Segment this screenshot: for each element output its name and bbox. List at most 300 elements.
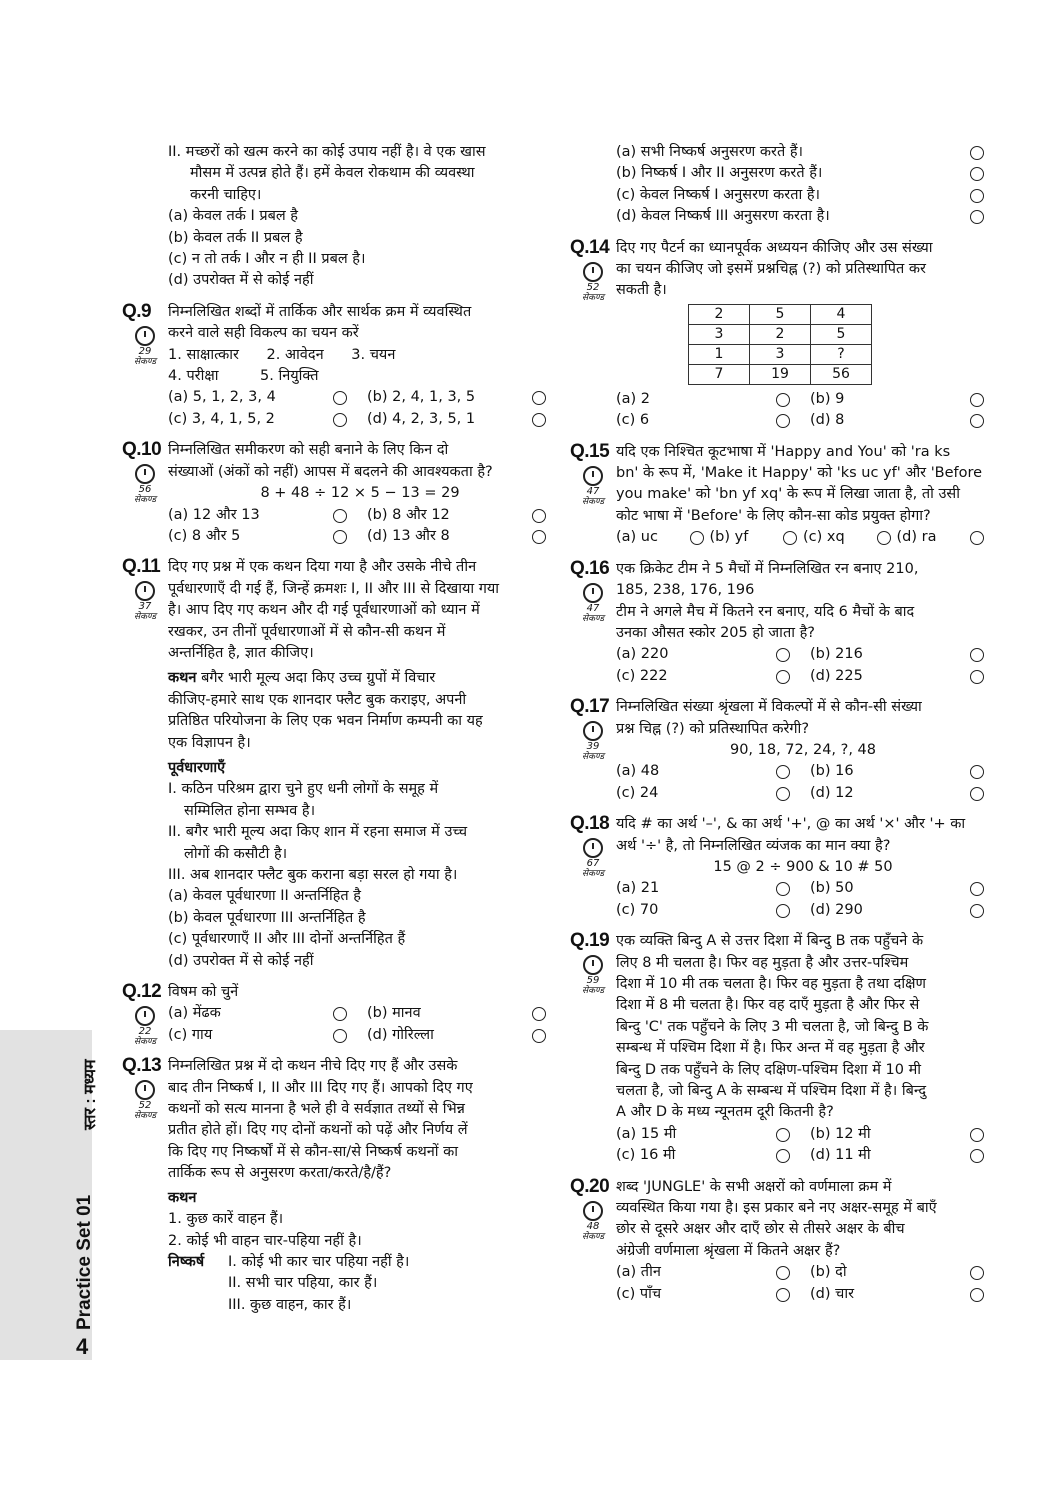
- timer: [134, 1080, 156, 1121]
- radio-circle[interactable]: [532, 391, 546, 405]
- radio-circle[interactable]: [532, 1029, 546, 1043]
- option-label: (d) 13 और 8: [367, 527, 450, 544]
- conclusion: I. कोई भी कार चार पहिया नहीं है।: [228, 1253, 410, 1270]
- option[interactable]: [810, 783, 990, 804]
- timer-seconds: 22: [138, 1026, 152, 1038]
- option-label: (a) 15 मी: [616, 1125, 677, 1142]
- radio-circle[interactable]: [333, 530, 347, 544]
- option-label: (c) पाँच: [616, 1285, 662, 1302]
- option[interactable]: (c) पूर्वधारणाएँ II और III दोनों अन्तर्निहित हैं: [168, 931, 406, 948]
- option[interactable]: [616, 900, 796, 921]
- timer-label: सेकण्ड: [582, 1231, 605, 1242]
- question-9: [122, 302, 552, 430]
- option-label: (a) 21: [616, 880, 660, 897]
- options: [616, 527, 990, 548]
- radio-circle[interactable]: [970, 765, 984, 779]
- option[interactable]: [803, 527, 897, 548]
- question-16: [570, 559, 990, 687]
- options: [168, 387, 552, 430]
- statement-text: एक विज्ञापन है।: [168, 734, 251, 751]
- radio-circle[interactable]: [333, 391, 347, 405]
- option-label: (a) 12 और 13: [168, 506, 260, 523]
- statement-text: बगैर भारी मूल्य अदा किए उच्च ग्रुपों में विचार: [201, 670, 436, 687]
- option-label: (a) 2: [616, 390, 651, 407]
- question-text: A और D के मध्य न्यूनतम दूरी कितनी है?: [616, 1104, 834, 1121]
- question-14: [570, 238, 990, 432]
- option-label: (b) 216: [810, 646, 863, 663]
- question-text: सकती है।: [616, 282, 667, 299]
- assumption: सम्मिलित होना सम्भव है।: [184, 802, 316, 819]
- question-number: Q.20: [570, 1175, 610, 1197]
- question-text: निम्नलिखित संख्या श्रृंखला में विकल्पों में से कौन-सी संख्या: [616, 699, 922, 716]
- statement: 2. कोई भी वाहन चार-पहिया नहीं है।: [168, 1232, 362, 1249]
- option[interactable]: [367, 1025, 552, 1046]
- radio-circle[interactable]: [776, 648, 790, 662]
- option[interactable]: [367, 526, 552, 547]
- clock-icon: [583, 262, 603, 282]
- radio-circle[interactable]: [333, 509, 347, 523]
- radio-circle[interactable]: [776, 414, 790, 428]
- question-text: विषम को चुनें: [168, 984, 239, 1001]
- option[interactable]: [616, 410, 796, 431]
- option[interactable]: [810, 644, 990, 665]
- option-label: (c) 8 और 5: [168, 527, 241, 544]
- option[interactable]: [710, 527, 804, 548]
- radio-circle[interactable]: [970, 531, 984, 545]
- option-label: (d) गोरिल्ला: [367, 1026, 434, 1043]
- clock-icon: [135, 1080, 155, 1100]
- timer-label: सेकण्ड: [134, 1111, 157, 1122]
- statement-text: कीजिए-हमारे साथ एक शानदार फ्लैट बुक कराइए, अपनी: [168, 691, 467, 708]
- option[interactable]: [616, 878, 796, 899]
- option[interactable]: [616, 644, 796, 665]
- timer: [134, 326, 156, 367]
- question-18: [570, 814, 990, 921]
- option[interactable]: [168, 1003, 353, 1024]
- radio-circle[interactable]: [690, 531, 704, 545]
- option-label: (a) uc: [616, 529, 658, 546]
- option[interactable]: [810, 410, 990, 431]
- radio-circle[interactable]: [333, 413, 347, 427]
- question-text: अन्तर्निहित है, ज्ञात कीजिए।: [168, 644, 314, 661]
- question-text: करने वाले सही विकल्प का चयन करें: [168, 325, 359, 342]
- question-text: दिए गए पैटर्न का ध्यानपूर्वक अध्ययन कीजिए और उस संख्या: [616, 239, 933, 256]
- radio-circle[interactable]: [532, 530, 546, 544]
- left-column: [122, 142, 552, 1316]
- question-text: bn' के रूप में, 'Make it Happy' को 'ks uc yf' और 'Before: [616, 465, 983, 482]
- item: 2. आवेदन: [266, 346, 324, 363]
- radio-circle[interactable]: [532, 1007, 546, 1021]
- option[interactable]: [168, 409, 353, 430]
- clock-icon: [583, 955, 603, 975]
- question-number: Q.9: [122, 300, 152, 322]
- table-cell: 5: [750, 304, 811, 324]
- question-text: यदि एक निश्चित कूटभाषा में 'Happy and You' को 'ra ks: [616, 443, 951, 460]
- options: [616, 389, 990, 432]
- practice-set-label: Practice Set 01: [74, 1194, 95, 1330]
- clock-icon: [583, 583, 603, 603]
- question-text: टीम ने अगले मैच में कितने रन बनाए, यदि 6 मैचों के बाद: [616, 603, 915, 620]
- radio-circle[interactable]: [776, 787, 790, 801]
- question-text: एक क्रिकेट टीम ने 5 मैचों में निम्नलिखित रन बनाए 210,: [616, 560, 919, 577]
- question-text: संख्याओं (अंकों को नहीं) आपस में बदलने की आवश्यकता है?: [168, 463, 493, 480]
- question-text: लिए 8 मी चलता है। फिर वह मुड़ता है और उत्तर-पश्चिम: [616, 954, 909, 971]
- assumption: I. कठिन परिश्रम द्वारा चुने हुए धनी लोगों के समूह में: [168, 781, 439, 798]
- timer-label: सेकण्ड: [582, 869, 605, 880]
- question-text: कथनों को सत्य मानना है भले ही वे सर्वज्ञात तथ्यों से भिन्न: [168, 1101, 465, 1118]
- table-cell: 2: [750, 324, 811, 344]
- option[interactable]: [168, 526, 353, 547]
- radio-circle[interactable]: [970, 787, 984, 801]
- conclusion: II. सभी चार पहिया, कार हैं।: [228, 1275, 378, 1292]
- q8-arg2-line: मौसम में उत्पन्न होते हैं। हमें केवल रोकथाम की व्यवस्था: [190, 165, 475, 182]
- radio-circle[interactable]: [776, 765, 790, 779]
- option[interactable]: [168, 505, 353, 526]
- options: [616, 878, 990, 921]
- timer: [134, 1006, 156, 1047]
- option-label: (c) 70: [616, 901, 659, 918]
- timer: [582, 838, 604, 879]
- option-label: (d) 8: [810, 412, 845, 429]
- assumption: II. बगैर भारी मूल्य अदा किए शान में रहना समाज में उच्च: [168, 824, 468, 841]
- question-text: दिशा में 10 मी तक चलता है। फिर वह मुड़ता है तथा दक्षिण: [616, 976, 926, 992]
- option[interactable]: [616, 666, 796, 687]
- option[interactable]: [367, 505, 552, 526]
- question-text: सम्बन्ध में पश्चिम दिशा में है। फिर अन्त में वह मुड़ता है और: [616, 1040, 925, 1057]
- option[interactable]: [810, 878, 990, 899]
- question-number: Q.17: [570, 696, 610, 718]
- timer: [134, 581, 156, 622]
- timer-seconds: 67: [586, 858, 600, 870]
- radio-circle[interactable]: [333, 1007, 347, 1021]
- question-number: Q.18: [570, 813, 610, 835]
- radio-circle[interactable]: [970, 1128, 984, 1142]
- radio-circle[interactable]: [532, 413, 546, 427]
- option[interactable]: [616, 163, 990, 184]
- radio-circle[interactable]: [970, 1266, 984, 1280]
- question-text: बिन्दु D तक पहुँचने के लिए दक्षिण-पश्चिम दिशा में 10 मी: [616, 1061, 922, 1078]
- option-label: (a) मेंढक: [168, 1005, 221, 1022]
- option[interactable]: (a) केवल पूर्वधारणा II अन्तर्निहित है: [168, 888, 361, 905]
- table-cell: 56: [811, 364, 872, 384]
- radio-circle[interactable]: [970, 670, 984, 684]
- question-20: [570, 1177, 990, 1305]
- radio-circle[interactable]: [970, 882, 984, 896]
- option-label: (c) 24: [616, 784, 659, 801]
- question-text: निम्नलिखित समीकरण को सही बनाने के लिए किन दो: [168, 442, 449, 459]
- question-text: दिए गए प्रश्न में एक कथन दिया गया है और उसके नीचे तीन: [168, 559, 477, 576]
- option[interactable]: (d) उपरोक्त में से कोई नहीं: [168, 952, 314, 969]
- option-label: (c) 6: [616, 412, 650, 429]
- question-text: बाद तीन निष्कर्ष I, II और III दिए गए हैं। आपको दिए गए: [168, 1079, 473, 1096]
- option-label: (b) 9: [810, 390, 845, 407]
- option[interactable]: [810, 761, 990, 782]
- timer-seconds: 37: [138, 601, 152, 613]
- question-text: यदि # का अर्थ '–', & का अर्थ '+', @ का अर्थ '×' और '+ का: [616, 816, 966, 833]
- question-text: बिन्दु 'C' तक पहुँचने के लिए 3 मी चलता है, जो बिन्दु B के: [616, 1018, 929, 1035]
- question-text: अंग्रेजी वर्णमाला श्रृंखला में कितने अक्षर हैं?: [616, 1242, 841, 1259]
- question-text: कोट भाषा में 'Before' के लिए कौन-सा कोड प्रयुक्त होगा?: [616, 507, 931, 524]
- timer-seconds: 52: [138, 1100, 152, 1112]
- table-cell: 1: [689, 344, 750, 364]
- option-label: (b) 12 मी: [810, 1125, 871, 1142]
- question-13: [122, 1056, 552, 1316]
- option[interactable]: [616, 1284, 796, 1305]
- option[interactable]: [616, 1124, 796, 1145]
- question-11: [122, 557, 552, 972]
- radio-circle[interactable]: [877, 531, 891, 545]
- radio-circle[interactable]: [532, 509, 546, 523]
- option[interactable]: [810, 900, 990, 921]
- option[interactable]: [367, 409, 552, 430]
- question-15: [570, 442, 990, 549]
- question-number: Q.13: [122, 1055, 162, 1077]
- item-row: [168, 345, 552, 366]
- radio-circle[interactable]: [783, 531, 797, 545]
- option-label: (c) 16 मी: [616, 1147, 676, 1164]
- clock-icon: [583, 1201, 603, 1221]
- radio-circle[interactable]: [970, 648, 984, 662]
- item-row: [168, 366, 552, 387]
- options: [168, 1003, 552, 1046]
- radio-circle[interactable]: [776, 393, 790, 407]
- timer-seconds: 39: [586, 741, 600, 753]
- option-label: (c) xq: [803, 529, 845, 546]
- option-label: (d) 11 मी: [810, 1147, 871, 1164]
- option[interactable]: [897, 527, 991, 548]
- question-text: पूर्वधारणाएँ दी गई हैं, जिन्हें क्रमशः I, II और III से दिखाया गया: [168, 580, 500, 597]
- timer-label: सेकण्ड: [582, 613, 605, 624]
- page-number: 4: [76, 1334, 89, 1359]
- option-label: (d) चार: [810, 1285, 855, 1302]
- options: [616, 644, 990, 687]
- option[interactable]: [616, 185, 990, 206]
- q8-arg2-line: करनी चाहिए।: [190, 186, 262, 203]
- question-text: प्रतीत होते हों। दिए गए दोनों कथनों को पढ़ें और निर्णय लें: [168, 1122, 468, 1139]
- question-text: रखकर, उन तीनों पूर्वधारणाओं में से कौन-सी कथन में: [168, 623, 446, 640]
- option[interactable]: (b) केवल तर्क II प्रबल है: [168, 229, 303, 246]
- clock-icon: [135, 464, 155, 484]
- option[interactable]: [616, 527, 710, 548]
- option-label: (b) दो: [810, 1264, 847, 1281]
- timer-label: सेकण्ड: [582, 752, 605, 763]
- option[interactable]: [810, 666, 990, 687]
- question-text: एक व्यक्ति बिन्दु A से उत्तर दिशा में बिन्दु B तक पहुँचने के: [616, 933, 924, 950]
- radio-circle[interactable]: [776, 882, 790, 896]
- question-text: शब्द 'JUNGLE' के सभी अक्षरों को वर्णमाला क्रम में: [616, 1178, 892, 1195]
- conclusion: III. कुछ वाहन, कार हैं।: [228, 1296, 352, 1313]
- option[interactable]: [168, 387, 353, 408]
- question-text: दिशा में 8 मी चलता है। फिर वह दाएँ मुड़ता है और फिर से: [616, 997, 920, 1014]
- option-label: (b) yf: [709, 529, 749, 546]
- option[interactable]: [810, 1124, 990, 1145]
- radio-circle[interactable]: [776, 670, 790, 684]
- q8-arg2-line: II. मच्छरों को खत्म करने का कोई उपाय नहीं है। वे एक खास: [168, 144, 486, 160]
- timer-label: सेकण्ड: [582, 496, 605, 507]
- timer-label: सेकण्ड: [134, 356, 157, 367]
- timer: [582, 955, 604, 996]
- question-text: 185, 238, 176, 196: [616, 582, 755, 599]
- question-number: Q.19: [570, 930, 610, 952]
- equation: 8 + 48 ÷ 12 × 5 − 13 = 29: [260, 485, 460, 502]
- question-number: Q.15: [570, 440, 610, 462]
- right-column: [570, 142, 990, 1305]
- option[interactable]: (b) केवल पूर्वधारणा III अन्तर्निहित है: [168, 909, 366, 926]
- option-label: (a) तीन: [616, 1264, 661, 1281]
- timer-seconds: 59: [586, 975, 600, 987]
- question-text: निम्नलिखित प्रश्न में दो कथन नीचे दिए गए हैं और उसके: [168, 1058, 458, 1075]
- conclusions-label: निष्कर्ष: [168, 1253, 205, 1270]
- question-number: Q.12: [122, 981, 162, 1003]
- option-label: (a) 48: [616, 763, 660, 780]
- options: [616, 1124, 990, 1167]
- question-number: Q.10: [122, 439, 162, 461]
- timer-seconds: 52: [586, 281, 600, 293]
- question-number: Q.14: [570, 236, 610, 258]
- option[interactable]: (a) केवल तर्क I प्रबल है: [168, 208, 299, 225]
- option-label: (b) 50: [810, 880, 854, 897]
- table-cell: 7: [689, 364, 750, 384]
- option-label: (b) मानव: [367, 1005, 421, 1022]
- question-text: चलता है, जो बिन्दु A के सम्बन्ध में पश्चिम दिशा में है। बिन्दु: [616, 1083, 927, 1100]
- option-label: (d) 225: [810, 667, 863, 684]
- option[interactable]: [616, 1145, 796, 1166]
- timer: [582, 583, 604, 624]
- statement-line: [168, 668, 552, 689]
- question-text: you make' को 'bn yf xq' के रूप में लिखा जाता है, तो उसी: [616, 486, 960, 503]
- option[interactable]: [367, 1003, 552, 1024]
- option[interactable]: (c) न तो तर्क I और न ही II प्रबल है।: [168, 251, 366, 268]
- option[interactable]: [616, 206, 990, 227]
- assumption: लोगों की कसौटी है।: [184, 845, 288, 862]
- option[interactable]: [810, 1262, 990, 1283]
- options: [616, 1262, 990, 1305]
- level-label: स्तर : मध्यम: [82, 1059, 99, 1130]
- table-row: [689, 344, 872, 364]
- option[interactable]: [810, 1145, 990, 1166]
- option-label: (b) 2, 4, 1, 3, 5: [367, 389, 476, 406]
- radio-circle[interactable]: [970, 167, 984, 181]
- item: 4. परीक्षा: [168, 368, 219, 385]
- timer: [134, 464, 156, 505]
- timer-label: सेकण्ड: [134, 1037, 157, 1048]
- option-label: (d) 12: [810, 784, 854, 801]
- question-text: निम्नलिखित शब्दों में तार्किक और सार्थक क्रम में व्यवस्थित: [168, 303, 472, 320]
- timer-seconds: 48: [586, 1220, 600, 1232]
- question-text: तार्किक रूप से अनुसरण करता/करते/है/हैं?: [168, 1165, 392, 1182]
- timer: [582, 262, 604, 303]
- radio-circle[interactable]: [776, 904, 790, 918]
- radio-circle[interactable]: [333, 1029, 347, 1043]
- radio-circle[interactable]: [970, 1288, 984, 1302]
- option[interactable]: [810, 389, 990, 410]
- radio-circle[interactable]: [970, 414, 984, 428]
- option[interactable]: [616, 1262, 796, 1283]
- question-text: व्यवस्थित किया गया है। इस प्रकार बने नए अक्षर-समूह में बाएँ: [616, 1200, 937, 1217]
- clock-icon: [135, 1006, 155, 1026]
- assumptions-label: पूर्वधारणाएँ: [168, 759, 226, 776]
- timer-seconds: 47: [586, 485, 600, 497]
- question-12: [122, 982, 552, 1046]
- question-number: Q.11: [122, 556, 161, 578]
- timer-label: सेकण्ड: [582, 292, 605, 303]
- timer-seconds: 56: [138, 484, 152, 496]
- statement-text: प्रतिष्ठित परियोजना के लिए एक भवन निर्माण कम्पनी का यह: [168, 713, 483, 730]
- table-row: [689, 364, 872, 384]
- option-label: (b) 16: [810, 763, 854, 780]
- radio-circle[interactable]: [970, 1149, 984, 1163]
- conclusions: [168, 1252, 552, 1316]
- option-label: (d) केवल निष्कर्ष III अनुसरण करता है।: [616, 208, 830, 225]
- timer-seconds: 29: [138, 345, 152, 357]
- option-label: (c) गाय: [168, 1026, 213, 1043]
- timer: [582, 1201, 604, 1242]
- q8-continuation: [122, 142, 552, 292]
- question-text: उनका औसत स्कोर 205 हो जाता है?: [616, 624, 815, 641]
- option-label: (a) सभी निष्कर्ष अनुसरण करते हैं।: [616, 144, 804, 160]
- q13-options: [570, 142, 990, 228]
- timer-label: सेकण्ड: [134, 612, 157, 623]
- conclusion-list: [228, 1252, 552, 1316]
- question-text: प्रश्न चिह्न (?) को प्रतिस्थापित करेगी?: [616, 720, 810, 737]
- radio-circle[interactable]: [776, 1266, 790, 1280]
- option-label: (a) 220: [616, 646, 669, 663]
- question-text: छोर से दूसरे अक्षर और दाएँ छोर से तीसरे अक्षर के बीच: [616, 1221, 905, 1238]
- table-cell: 19: [750, 364, 811, 384]
- option[interactable]: [168, 1025, 353, 1046]
- radio-circle[interactable]: [776, 1128, 790, 1142]
- radio-circle[interactable]: [970, 146, 984, 160]
- question-17: [570, 697, 990, 804]
- radio-circle[interactable]: [970, 904, 984, 918]
- option[interactable]: [616, 761, 796, 782]
- radio-circle[interactable]: [970, 189, 984, 203]
- table-row: [689, 304, 872, 324]
- option[interactable]: [810, 1284, 990, 1305]
- radio-circle[interactable]: [970, 210, 984, 224]
- option[interactable]: [367, 387, 552, 408]
- option[interactable]: (d) उपरोक्त में से कोई नहीं: [168, 272, 314, 289]
- question-10: [122, 440, 552, 547]
- option-label: (b) निष्कर्ष I और II अनुसरण करते हैं।: [616, 165, 823, 182]
- option-label: (c) 222: [616, 667, 668, 684]
- timer-label: सेकण्ड: [582, 986, 605, 997]
- option-label: (b) 8 और 12: [367, 506, 450, 523]
- question-19: [570, 931, 990, 1166]
- table-cell: 2: [689, 304, 750, 324]
- timer-seconds: 47: [586, 602, 600, 614]
- option[interactable]: [616, 142, 990, 163]
- item: 1. साक्षात्कार: [168, 346, 239, 363]
- pattern-table: [688, 304, 872, 385]
- radio-circle[interactable]: [776, 1288, 790, 1302]
- table-cell: 3: [750, 344, 811, 364]
- sidebar-tab: [0, 1030, 99, 1360]
- radio-circle[interactable]: [776, 1149, 790, 1163]
- question-text: कि दिए गए निष्कर्षों में से कौन-सा/से निष्कर्ष कथनों का: [168, 1143, 459, 1160]
- table-cell: 5: [811, 324, 872, 344]
- radio-circle[interactable]: [970, 393, 984, 407]
- option-label: (c) 3, 4, 1, 5, 2: [168, 410, 275, 427]
- number-series: 90, 18, 72, 24, ?, 48: [729, 741, 877, 758]
- option-label: (d) 290: [810, 901, 863, 918]
- timer: [582, 721, 604, 762]
- option[interactable]: [616, 783, 796, 804]
- option[interactable]: [616, 389, 796, 410]
- clock-icon: [583, 466, 603, 486]
- option-label: (d) 4, 2, 3, 5, 1: [367, 410, 476, 427]
- question-text: है। आप दिए गए कथन और दी गई पूर्वधारणाओं को ध्यान में: [168, 602, 480, 619]
